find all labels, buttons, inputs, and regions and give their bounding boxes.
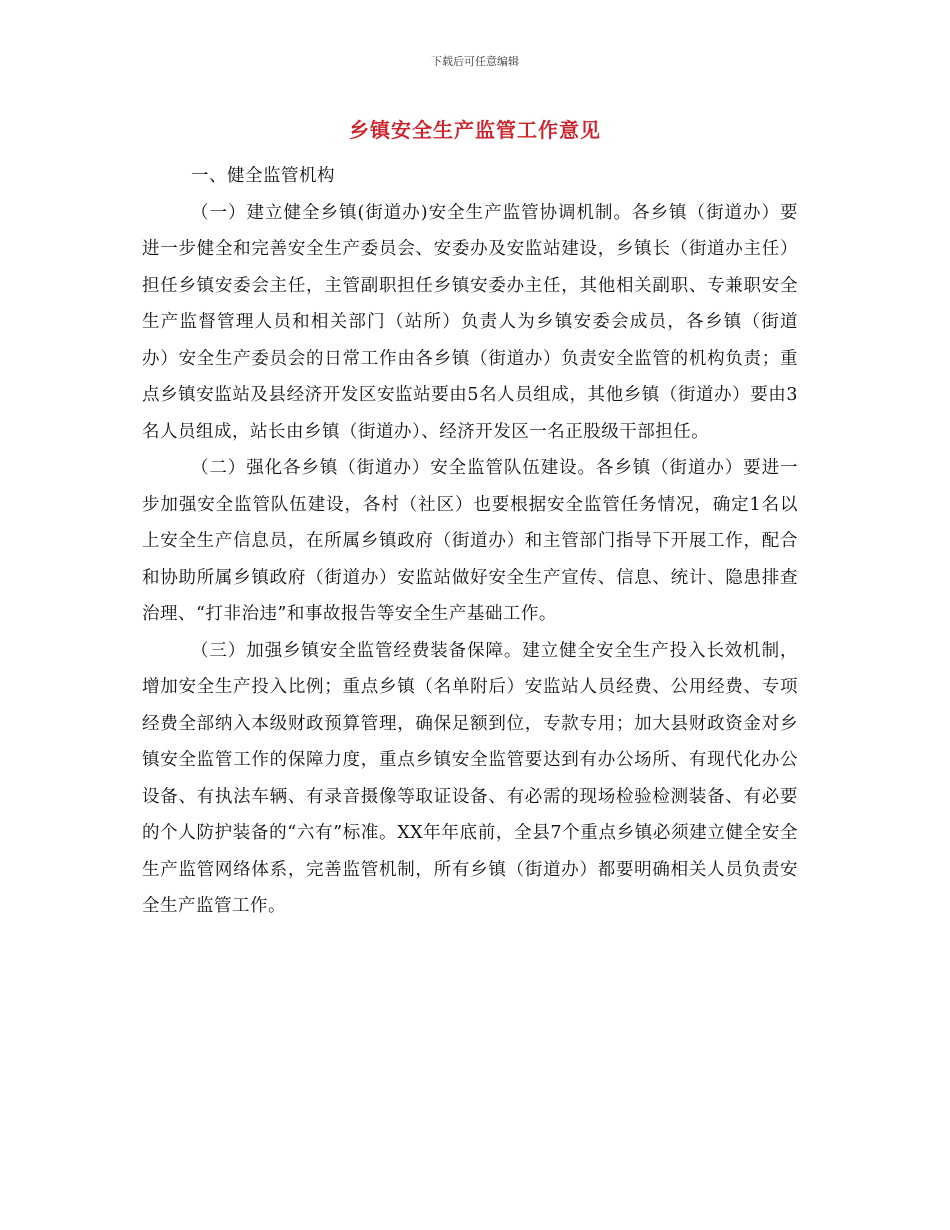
paragraph-1: （一）建立健全乡镇(街道办)安全生产监管协调机制。各乡镇（街道办）要进一步健全和完善安全生产委员会、安委办及安监站建设，乡镇长（街道办主任）担任乡镇安委会主任，主管副职担任乡镇安委办主任，其他相关副职、专兼职安全生产监督管理人员和相关部门（站所）负责人为乡镇安委会成员，各乡镇（街道办）安全生产委员会的日常工作由各乡镇（街道办）负责安全监管的机构负责；重点乡镇安监站及县经济开发区安监站要由5名人员组成，其他乡镇（街道办）要由3名人员组成，站长由乡镇（街道办）、经济开发区一名正股级干部担任。 (142, 202, 798, 442)
section-heading: 一、健全监管机构 (191, 166, 335, 186)
page-header-note: 下载后可任意编辑 (431, 55, 519, 68)
paragraph-3: （三）加强乡镇安全监管经费装备保障。建立健全安全生产投入长效机制，增加安全生产投入比例；重点乡镇（名单附后）安监站人员经费、公用经费、专项经费全部纳入本级财政预算管理，确保足额到位，专款专用；加大县财政资金对乡镇安全监管工作的保障力度，重点乡镇安全监管要达到有办公场所、有现代化办公设备、有执法车辆、有录音摄像等取证设备、有必需的现场检验检测装备、有必要的个人防护装备的“六有”标准。XX年年底前，全县7个重点乡镇必须建立健全安全生产监管网络体系，完善监管机制，所有乡镇（街道办）都要明确相关人员负责安全生产监管工作。 (142, 640, 798, 916)
document-title: 乡镇安全生产监管工作意见 (349, 118, 601, 142)
paragraph-2: （二）强化各乡镇（街道办）安全监管队伍建设。各乡镇（街道办）要进一步加强安全监管队伍建设，各村（社区）也要根据安全监管任务情况，确定1名以上安全生产信息员，在所属乡镇政府（街道办）和主管部门指导下开展工作，配合和协助所属乡镇政府（街道办）安监站做好安全生产宣传、信息、统计、隐患排查治理、“打非治违”和事故报告等安全生产基础工作。 (142, 458, 798, 624)
document-body (142, 158, 798, 925)
